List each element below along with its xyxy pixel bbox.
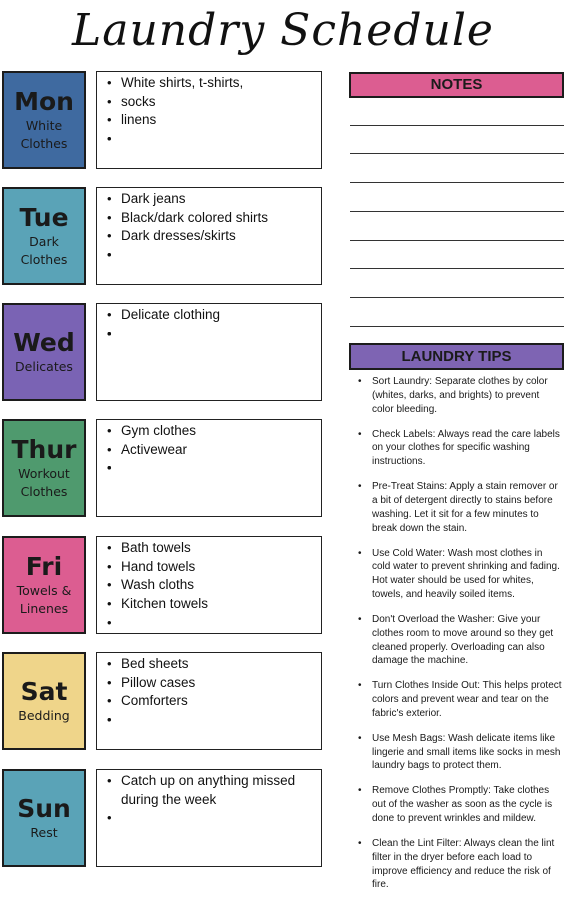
note-line [350, 326, 564, 327]
day-block-sun [2, 769, 86, 867]
task-item: • linens [105, 111, 313, 130]
task-item: • Wash cloths [105, 576, 313, 595]
day-category: Bedding [18, 708, 70, 723]
task-item: • Delicate clothing [105, 306, 313, 325]
day-block-thur [2, 419, 86, 517]
tip-item: • Use Mesh Bags: Wash delicate items like lingerie and small items like socks in mesh laundry bags to protect them. [356, 732, 562, 773]
tip-item: • Use Cold Water: Wash most clothes in cold water to prevent shrinking and fading. Hot water should be used for whites, towels, and heavily soiled items. [356, 547, 562, 602]
day-category: Towels & Linenes [16, 583, 72, 616]
task-item: • Black/dark colored shirts [105, 209, 313, 228]
tip-item: • Remove Clothes Promptly: Take clothes out of the washer as soon as the cycle is done to prevent wrinkles and mildew. [356, 784, 562, 825]
tip-item: • Turn Clothes Inside Out: This helps protect colors and prevent wear and tear on the fabric's exterior. [356, 679, 562, 720]
task-box-sat [96, 652, 322, 750]
day-category: Rest [30, 825, 58, 840]
day-category: White Clothes [20, 118, 68, 151]
day-block-wed [2, 303, 86, 401]
task-list [105, 306, 313, 325]
notes-header: NOTES [349, 72, 564, 98]
task-item: • Catch up on anything missed during the week [105, 772, 313, 809]
day-block-mon [2, 71, 86, 169]
day-block-fri [2, 536, 86, 634]
day-name: Mon [14, 87, 74, 116]
day-category: Delicates [15, 359, 73, 374]
day-block-tue [2, 187, 86, 285]
task-item: • Gym clothes [105, 422, 313, 441]
day-name: Sun [17, 794, 71, 823]
task-item: • Dark jeans [105, 190, 313, 209]
task-item: • Bath towels [105, 539, 313, 558]
task-list [105, 539, 313, 614]
day-category: Dark Clothes [20, 234, 68, 267]
task-box-tue [96, 187, 322, 285]
day-name: Fri [25, 552, 63, 581]
task-item: • socks [105, 93, 313, 112]
note-line [350, 297, 564, 298]
laundry-tips-list [356, 375, 562, 903]
task-list [105, 655, 313, 711]
task-item: • Dark dresses/skirts [105, 227, 313, 246]
task-box-mon [96, 71, 322, 169]
tip-item: • Don't Overload the Washer: Give your clothes room to move around so they get cleaned properly. Overloading can also damage the machine. [356, 613, 562, 668]
task-item: • Kitchen towels [105, 595, 313, 614]
tip-item: • Check Labels: Always read the care labels on your clothes for specific washing instructions. [356, 428, 562, 469]
day-block-sat [2, 652, 86, 750]
task-item: • Hand towels [105, 558, 313, 577]
note-line [350, 211, 564, 212]
task-item: • Comforters [105, 692, 313, 711]
note-line [350, 240, 564, 241]
day-name: Thur [11, 435, 77, 464]
page-title: Laundry Schedule [72, 5, 494, 56]
tip-item: • Sort Laundry: Separate clothes by color (whites, darks, and brights) to prevent color bleeding. [356, 375, 562, 416]
tip-item: • Pre-Treat Stains: Apply a stain remover or a bit of detergent directly to stains before washing. Let it sit for a few minutes to break down the stain. [356, 480, 562, 535]
task-box-sun [96, 769, 322, 867]
day-name: Wed [13, 328, 75, 357]
tip-item: • Clean the Lint Filter: Always clean the lint filter in the dryer before each load to improve efficiency and reduce the risk of fire. [356, 837, 562, 892]
day-name: Sat [20, 677, 68, 706]
day-category: Workout Clothes [18, 466, 70, 499]
task-list [105, 190, 313, 246]
task-box-wed [96, 303, 322, 401]
note-line [350, 268, 564, 269]
note-line [350, 125, 564, 126]
task-list [105, 772, 313, 809]
task-item: • White shirts, t-shirts, [105, 74, 313, 93]
task-list [105, 74, 313, 130]
note-line [350, 153, 564, 154]
laundry-tips-header: LAUNDRY TIPS [349, 343, 564, 370]
task-item: • Activewear [105, 441, 313, 460]
task-list [105, 422, 313, 459]
day-name: Tue [19, 203, 69, 232]
note-line [350, 182, 564, 183]
task-box-fri [96, 536, 322, 634]
task-item: • Pillow cases [105, 674, 313, 693]
task-box-thur [96, 419, 322, 517]
task-item: • Bed sheets [105, 655, 313, 674]
